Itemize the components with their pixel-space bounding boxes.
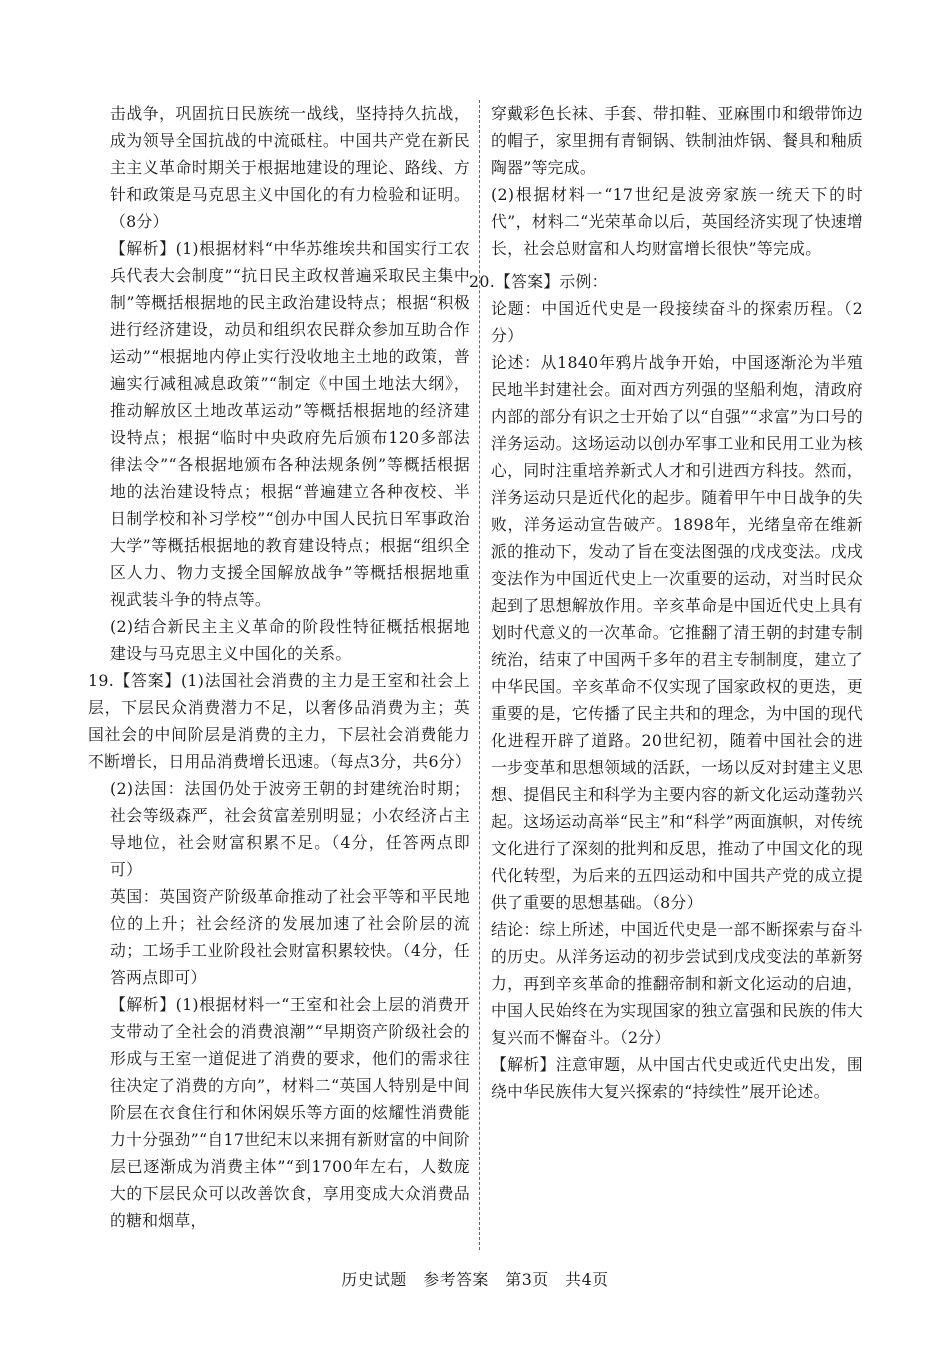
paragraph: 【解析】(1)根据材料“中华苏维埃共和国实行工农兵代表大会制度”“抗日民主政权普遍采取民主集中制”等概括根据地的民主政治建设特点；根据“积极进行经济建设，动员和组织农民群众参加互助合作运动”“根据地内停止实行没收地主土地的政策，普遍实行减租减息政策”“制定《中国土地法大纲》，推动解放区土地改革运动”等概括根据地的经济建设特点；根据“临时中央政府先后颁布120多部法律法令”“各根据地颁布各种法规条例”等概括根据地的法治建设特点；根据“普遍建立各种夜校、半日制学校和补习学校”“创办中国人民抗日军事政治大学”等概括根据地的教育建设特点；根据“组织全区人力、物力支援全国解放战争”等概括根据地重视武装斗争的特点等。 (110, 239, 470, 609)
paragraph: 英国：英国资产阶级革命推动了社会平等和平民地位的上升；社会经济的发展加速了社会阶层的流动；工场手工业阶段社会财富积累较快。（4分，任答两点即可） (110, 887, 470, 987)
right-column (469, 100, 863, 1105)
paragraph: 论述：从1840年鸦片战争开始，中国逐渐沦为半殖民地半封建社会。面对西方列强的坚船利炮，清政府内部的部分有识之士开始了以“自强”“求富”为口号的洋务运动。这场运动以创办军事工业和民用工业为核心，同时注重培养新式人才和引进西方科技。然而，洋务运动只是近代化的起步。随着甲午中日战争的失败，洋务运动宣告破产。1898年，光绪皇帝在维新派的推动下，发动了旨在变法图强的戊戌变法。戊戌变法作为中国近代史上一次重要的运动，对当时民众起到了思想解放作用。辛亥革命是中国近代史上具有划时代意义的一次革命。它推翻了清王朝的封建专制统治，结束了中国两千多年的君主专制制度，建立了中华民国。辛亥革命不仅实现了国家政权的更迭，更重要的是，它传播了民主共和的理念，为中国的现代化进程开辟了道路。20世纪初，随着中国社会的进一步变革和思想领域的活跃，一场以反对封建主义思想、提倡民主和科学为主要内容的新文化运动蓬勃兴起。这场运动高举“民主”和“科学”两面旗帜，对传统文化进行了深刻的批判和反思，推动了中国文化的现代化转型，为后来的五四运动和中国共产党的成立提供了重要的思想基础。（8分） (491, 353, 863, 912)
left-column (88, 100, 472, 1234)
page-footer: 历史试题 参考答案 第3页 共4页 (341, 1270, 609, 1289)
paragraph: 20.【答案】示例： (469, 272, 608, 291)
paragraph: 穿戴彩色长袜、手套、带扣鞋、亚麻围巾和缎带饰边的帽子，家里拥有青铜锅、铁制油炸锅、餐具和釉质陶器”等完成。 (491, 104, 863, 177)
paragraph: 19.【答案】(1)法国社会消费的主力是王室和社会上层，下层民众消费潜力不足，以奢侈品消费为主；英国社会的中间阶层是消费的主力，下层社会消费能力不断增长，日用品消费增长迅速。（每点3分，共6分） (88, 671, 472, 771)
paragraph: (2)法国：法国仍处于波旁王朝的封建统治时期；社会等级森严，社会贫富差别明显；小农经济占主导地位，社会财富积累不足。（4分，任答两点即可） (110, 779, 470, 879)
paragraph: 【解析】(1)根据材料一“王室和社会上层的消费开支带动了全社会的消费浪潮”“早期资产阶级社会的形成与王室一道促进了消费的要求，他们的需求往往决定了消费的方向”，材料二“英国人特别是中间阶层在衣食住行和休闲娱乐等方面的炫耀性消费能力十分强劲”“自17世纪末以来拥有新财富的中间阶层已逐渐成为消费主体”“到1700年左右，人数庞大的下层民众可以改善饮食，享用变成大众消费品的糖和烟草， (110, 995, 470, 1230)
paragraph: (2)根据材料一“17世纪是波旁家族一统天下的时代”，材料二“光荣革命以后，英国经济实现了快速增长，社会总财富和人均财富增长很快”等完成。 (491, 185, 863, 258)
paragraph: (2)结合新民主主义革命的阶段性特征概括根据地建设与马克思主义中国化的关系。 (110, 617, 470, 663)
paragraph: 【解析】注意审题，从中国古代史或近代史出发，围绕中华民族伟大复兴探索的“持续性”展开论述。 (491, 1055, 863, 1101)
paragraph: 结论：综上所述，中国近代史是一部不断探索与奋斗的历史。从洋务运动的初步尝试到戊戌变法的革新努力，再到辛亥革命的推翻帝制和新文化运动的启迪，中国人民始终在为实现国家的独立富强和民族的伟大复兴而不懈奋斗。（2分） (491, 920, 863, 1047)
paragraph: 论题：中国近代史是一段接续奋斗的探索历程。（2分） (491, 299, 863, 345)
paragraph: 击战争，巩固抗日民族统一战线，坚持持久抗战，成为领导全国抗战的中流砥柱。中国共产党在新民主主义革命时期关于根据地建设的理论、路线、方针和政策是马克思主义中国化的有力检验和证明。（8分） (110, 104, 470, 231)
